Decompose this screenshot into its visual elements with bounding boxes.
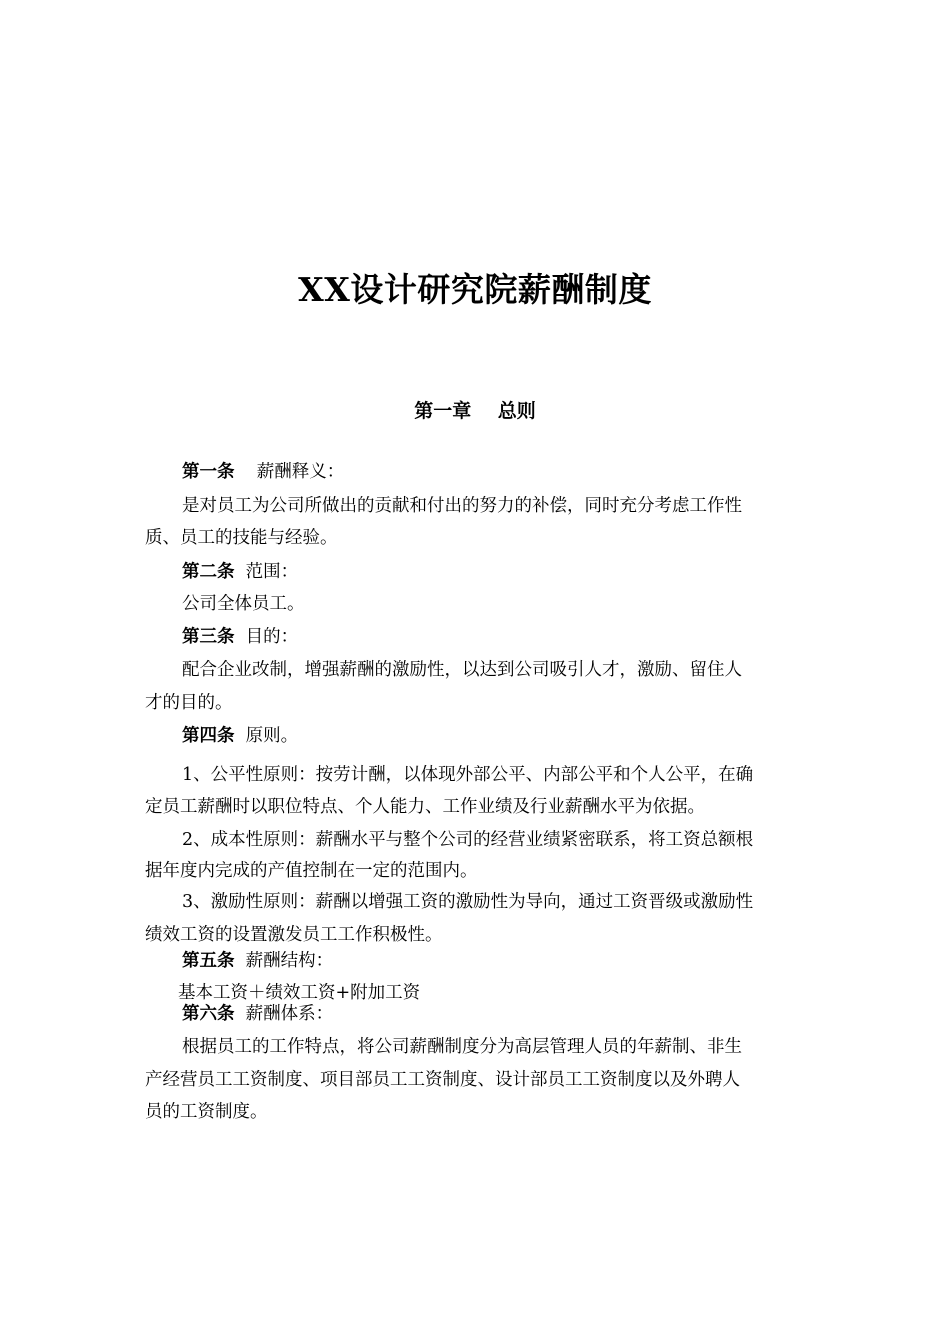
article-6-title: 薪酬体系： <box>245 1004 334 1024</box>
article-5-title: 薪酬结构： <box>245 951 334 971</box>
article-1-number: 第一条 <box>182 462 235 482</box>
article-6-number: 第六条 <box>182 1004 235 1024</box>
article-6-text-line: 员的工资制度。 <box>145 1102 268 1122</box>
article-6-text-line: 根据员工的工作特点，将公司薪酬制度分为高层管理人员的年薪制、非生 <box>182 1037 742 1057</box>
article-4-title: 原则。 <box>245 726 299 746</box>
article-2-heading <box>182 557 298 587</box>
article-2-number: 第二条 <box>182 562 235 582</box>
article-4-heading <box>182 721 298 751</box>
article-4-number: 第四条 <box>182 726 235 746</box>
chapter-heading: 第一章 总则 <box>414 400 536 422</box>
document-title: XX设计研究院薪酬制度 <box>298 270 652 309</box>
principle-line: 1、公平性原则：按劳计酬，以体现外部公平、内部公平和个人公平，在确 <box>182 765 754 785</box>
article-3-title: 目的： <box>245 627 299 647</box>
article-2-text-line: 公司全体员工。 <box>182 594 305 614</box>
principle-line: 据年度内完成的产值控制在一定的范围内。 <box>145 861 478 881</box>
principle-line: 3、激励性原则：薪酬以增强工资的激励性为导向，通过工资晋级或激励性 <box>182 892 754 912</box>
article-6-heading <box>182 999 333 1029</box>
salary-structure-formula: 基本工资＋绩效工资+附加工资 <box>178 983 421 1003</box>
article-3-heading <box>182 622 298 652</box>
article-3-text-line: 配合企业改制，增强薪酬的激励性，以达到公司吸引人才，激励、留住人 <box>182 660 742 680</box>
article-1-heading <box>182 457 344 487</box>
article-1-text-line: 是对员工为公司所做出的贡献和付出的努力的补偿，同时充分考虑工作性 <box>182 496 742 516</box>
article-5-heading <box>182 946 333 976</box>
article-3-text-line: 才的目的。 <box>145 693 233 713</box>
article-6-text-line: 产经营员工工资制度、项目部员工工资制度、设计部员工工资制度以及外聘人 <box>145 1070 740 1090</box>
article-1-title: 薪酬释义： <box>256 462 345 482</box>
article-3-number: 第三条 <box>182 627 235 647</box>
principle-line: 定员工薪酬时以职位特点、个人能力、工作业绩及行业薪酬水平为依据。 <box>145 797 705 817</box>
article-5-number: 第五条 <box>182 951 235 971</box>
article-1-text-line: 质、员工的技能与经验。 <box>145 528 338 548</box>
article-2-title: 范围： <box>245 562 299 582</box>
principle-line: 绩效工资的设置激发员工工作积极性。 <box>145 925 443 945</box>
principle-line: 2、成本性原则：薪酬水平与整个公司的经营业绩紧密联系，将工资总额根 <box>182 830 754 850</box>
